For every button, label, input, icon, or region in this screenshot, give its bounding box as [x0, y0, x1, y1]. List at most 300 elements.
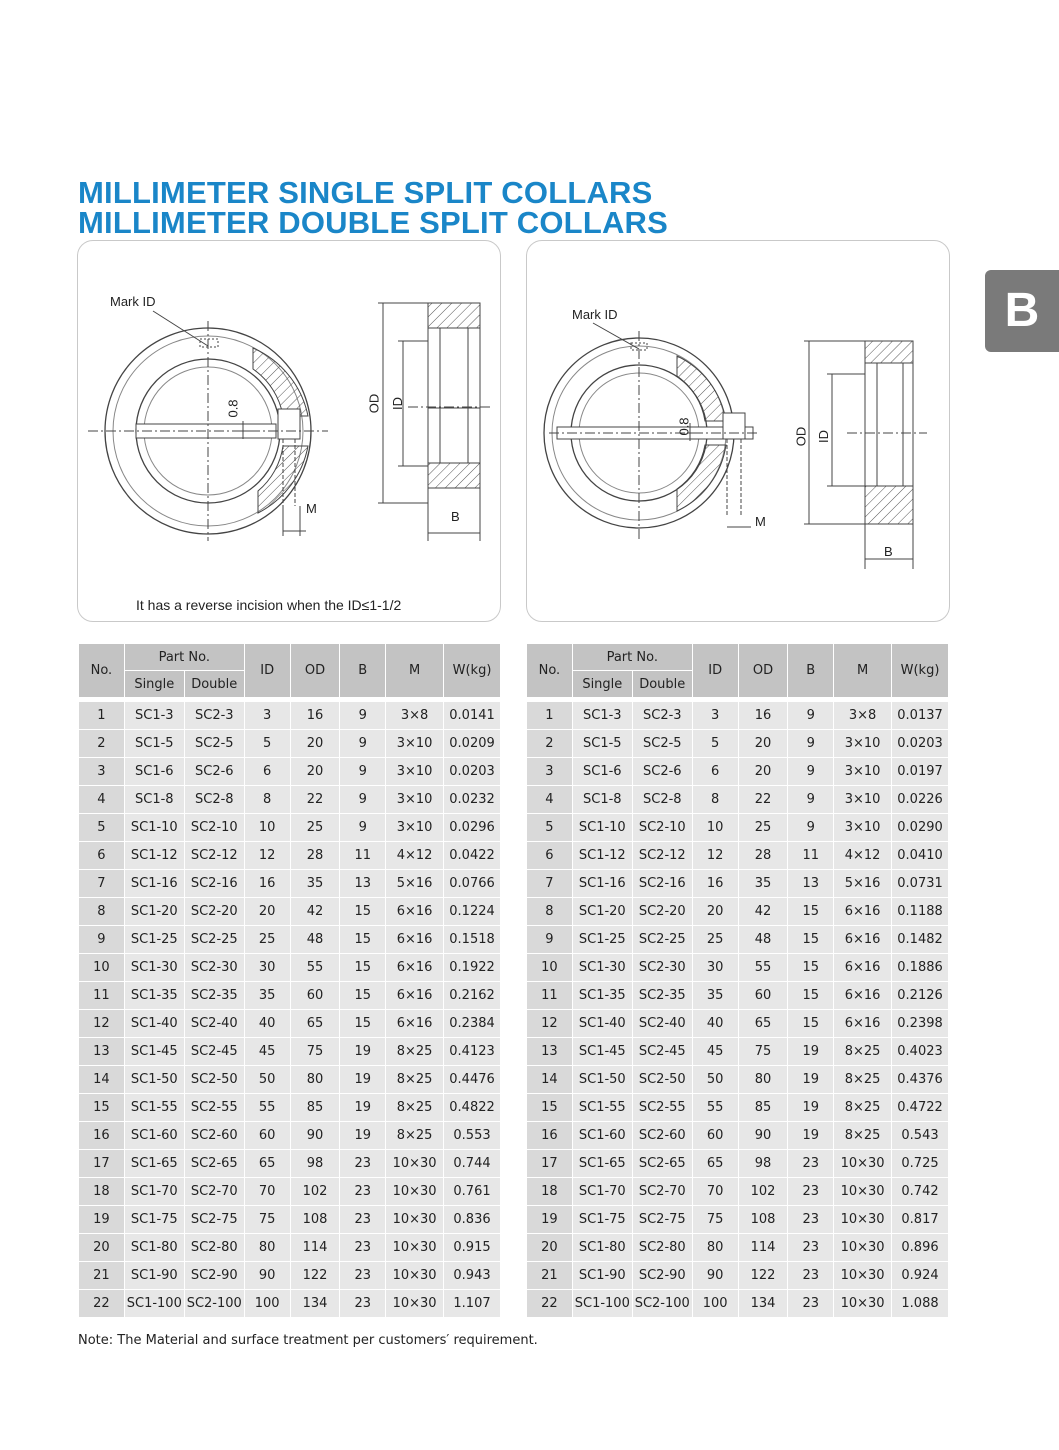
cell-single: SC1-6 — [572, 758, 632, 786]
cell-od: 85 — [738, 1094, 788, 1122]
cell-m: 10×30 — [834, 1150, 892, 1178]
table-row — [79, 898, 501, 926]
cell-m: 10×30 — [386, 1290, 444, 1318]
cell-od: 16 — [738, 702, 788, 730]
cell-id: 3 — [244, 702, 290, 730]
table-row — [79, 1234, 501, 1262]
table-row — [527, 1010, 949, 1038]
cell-od: 90 — [738, 1122, 788, 1150]
table-row — [79, 1122, 501, 1150]
cell-od: 114 — [738, 1234, 788, 1262]
table-row — [527, 954, 949, 982]
cell-od: 42 — [738, 898, 788, 926]
cell-no: 12 — [79, 1010, 125, 1038]
cell-id: 12 — [692, 842, 738, 870]
cell-od: 60 — [290, 982, 340, 1010]
cell-double: SC2-70 — [632, 1178, 692, 1206]
table-row — [79, 1262, 501, 1290]
cell-double: SC2-60 — [632, 1122, 692, 1150]
cell-weight: 0.742 — [892, 1178, 949, 1206]
cell-m: 10×30 — [386, 1178, 444, 1206]
cell-m: 6×16 — [386, 1010, 444, 1038]
cell-single: SC1-55 — [124, 1094, 184, 1122]
cell-double: SC2-75 — [184, 1206, 244, 1234]
cell-id: 90 — [692, 1262, 738, 1290]
cell-id: 6 — [692, 758, 738, 786]
dim-id-label: ID — [390, 397, 405, 410]
cell-b: 23 — [340, 1262, 386, 1290]
section-tab-b[interactable]: B — [985, 270, 1059, 352]
cell-double: SC2-35 — [184, 982, 244, 1010]
single-collar-diagram-panel — [77, 240, 501, 622]
cell-weight: 0.0290 — [892, 814, 949, 842]
cell-b: 19 — [788, 1038, 834, 1066]
cell-double: SC2-8 — [632, 786, 692, 814]
dim-od-label: OD — [366, 393, 382, 414]
cell-double: SC2-3 — [632, 702, 692, 730]
table-row — [79, 954, 501, 982]
cell-single: SC1-60 — [124, 1122, 184, 1150]
cell-single: SC1-16 — [124, 870, 184, 898]
cell-b: 23 — [788, 1262, 834, 1290]
mark-id-label: Mark ID — [572, 307, 618, 322]
double-collar-drawing — [527, 241, 951, 623]
cell-double: SC2-3 — [184, 702, 244, 730]
cell-single: SC1-50 — [124, 1066, 184, 1094]
cell-double: SC2-10 — [632, 814, 692, 842]
cell-double: SC2-16 — [184, 870, 244, 898]
cell-id: 5 — [244, 730, 290, 758]
table-row — [527, 786, 949, 814]
cell-no: 15 — [527, 1094, 573, 1122]
cell-no: 13 — [79, 1038, 125, 1066]
table-row — [79, 702, 501, 730]
cell-od: 122 — [290, 1262, 340, 1290]
cell-no: 17 — [527, 1150, 573, 1178]
cell-od: 28 — [738, 842, 788, 870]
cell-b: 23 — [788, 1206, 834, 1234]
cell-no: 8 — [527, 898, 573, 926]
table-row — [527, 926, 949, 954]
cell-id: 25 — [692, 926, 738, 954]
cell-no: 7 — [79, 870, 125, 898]
cell-id: 16 — [244, 870, 290, 898]
cell-double: SC2-80 — [184, 1234, 244, 1262]
reverse-incision-caption: It has a reverse incision when the ID≤1-1/2 — [136, 597, 402, 613]
cell-m: 3×10 — [834, 814, 892, 842]
cell-id: 80 — [692, 1234, 738, 1262]
cell-id: 10 — [692, 814, 738, 842]
cell-m: 3×8 — [386, 702, 444, 730]
cell-od: 98 — [290, 1150, 340, 1178]
cell-id: 45 — [692, 1038, 738, 1066]
cell-single: SC1-45 — [572, 1038, 632, 1066]
cell-double: SC2-16 — [632, 870, 692, 898]
cell-id: 10 — [244, 814, 290, 842]
cell-weight: 0.1922 — [444, 954, 501, 982]
cell-id: 35 — [244, 982, 290, 1010]
table-row — [79, 982, 501, 1010]
table-row — [79, 1290, 501, 1318]
cell-id: 16 — [692, 870, 738, 898]
cell-od: 102 — [290, 1178, 340, 1206]
cell-b: 15 — [788, 982, 834, 1010]
cell-m: 10×30 — [386, 1262, 444, 1290]
col-header-od: OD — [290, 644, 340, 698]
double-collar-diagram-panel — [526, 240, 950, 622]
cell-double: SC2-55 — [184, 1094, 244, 1122]
cell-single: SC1-50 — [572, 1066, 632, 1094]
cell-id: 8 — [244, 786, 290, 814]
cell-no: 11 — [79, 982, 125, 1010]
cell-single: SC1-5 — [124, 730, 184, 758]
cell-id: 30 — [244, 954, 290, 982]
cell-single: SC1-25 — [572, 926, 632, 954]
cell-b: 15 — [788, 1010, 834, 1038]
cell-m: 10×30 — [834, 1290, 892, 1318]
cell-id: 20 — [692, 898, 738, 926]
table-row — [79, 1066, 501, 1094]
table-row — [527, 1066, 949, 1094]
cell-od: 48 — [738, 926, 788, 954]
cell-m: 10×30 — [834, 1234, 892, 1262]
cell-no: 20 — [79, 1234, 125, 1262]
cell-b: 13 — [340, 870, 386, 898]
cell-weight: 0.0232 — [444, 786, 501, 814]
cell-m: 8×25 — [386, 1038, 444, 1066]
cell-b: 9 — [788, 730, 834, 758]
cell-no: 16 — [527, 1122, 573, 1150]
col-header-m: M — [834, 644, 892, 698]
cell-weight: 0.0766 — [444, 870, 501, 898]
cell-no: 22 — [527, 1290, 573, 1318]
cell-m: 3×10 — [386, 814, 444, 842]
cell-od: 20 — [738, 758, 788, 786]
cell-b: 15 — [340, 1010, 386, 1038]
cell-m: 3×10 — [834, 758, 892, 786]
cell-m: 10×30 — [834, 1262, 892, 1290]
cell-weight: 0.0410 — [892, 842, 949, 870]
cell-m: 6×16 — [386, 898, 444, 926]
cell-od: 35 — [738, 870, 788, 898]
table-row — [527, 1290, 949, 1318]
cell-double: SC2-55 — [632, 1094, 692, 1122]
cell-no: 7 — [527, 870, 573, 898]
cell-double: SC2-25 — [184, 926, 244, 954]
cell-weight: 0.1224 — [444, 898, 501, 926]
cell-weight: 0.0296 — [444, 814, 501, 842]
cell-od: 98 — [738, 1150, 788, 1178]
table-row — [527, 1234, 949, 1262]
cell-b: 19 — [340, 1066, 386, 1094]
cell-single: SC1-20 — [572, 898, 632, 926]
cell-b: 19 — [788, 1066, 834, 1094]
cell-no: 18 — [527, 1178, 573, 1206]
cell-double: SC2-10 — [184, 814, 244, 842]
cell-id: 70 — [692, 1178, 738, 1206]
cell-b: 23 — [340, 1206, 386, 1234]
cell-no: 2 — [527, 730, 573, 758]
col-header-id: ID — [244, 644, 290, 698]
dim-m-label: M — [755, 514, 766, 529]
cell-id: 75 — [244, 1206, 290, 1234]
cell-id: 6 — [244, 758, 290, 786]
cell-weight: 0.553 — [444, 1122, 501, 1150]
cell-double: SC2-70 — [184, 1178, 244, 1206]
col-header-single: Single — [572, 671, 632, 698]
cell-od: 22 — [738, 786, 788, 814]
cell-od: 102 — [738, 1178, 788, 1206]
table-row — [79, 1178, 501, 1206]
cell-no: 5 — [79, 814, 125, 842]
cell-single: SC1-35 — [124, 982, 184, 1010]
cell-single: SC1-55 — [572, 1094, 632, 1122]
cell-double: SC2-8 — [184, 786, 244, 814]
cell-double: SC2-25 — [632, 926, 692, 954]
cell-id: 5 — [692, 730, 738, 758]
dim-b-label: B — [451, 509, 460, 524]
table-row — [527, 758, 949, 786]
cell-od: 80 — [738, 1066, 788, 1094]
cell-id: 100 — [244, 1290, 290, 1318]
cell-b: 23 — [340, 1178, 386, 1206]
cell-no: 1 — [79, 702, 125, 730]
cell-m: 5×16 — [834, 870, 892, 898]
cell-double: SC2-6 — [632, 758, 692, 786]
cell-m: 8×25 — [834, 1066, 892, 1094]
page-title-single: MILLIMETER SINGLE SPLIT COLLARS — [78, 175, 653, 210]
cell-od: 60 — [738, 982, 788, 1010]
cell-no: 4 — [527, 786, 573, 814]
cell-weight: 0.915 — [444, 1234, 501, 1262]
col-header-weight: W(kg) — [892, 644, 949, 698]
cell-weight: 0.0141 — [444, 702, 501, 730]
table-row — [79, 1150, 501, 1178]
cell-no: 22 — [79, 1290, 125, 1318]
cell-id: 12 — [244, 842, 290, 870]
dim-m-label: M — [306, 501, 317, 516]
col-header-double: Double — [184, 671, 244, 698]
cell-od: 85 — [290, 1094, 340, 1122]
cell-no: 4 — [79, 786, 125, 814]
cell-weight: 0.4722 — [892, 1094, 949, 1122]
cell-m: 8×25 — [386, 1066, 444, 1094]
cell-no: 10 — [527, 954, 573, 982]
cell-single: SC1-75 — [572, 1206, 632, 1234]
cell-m: 6×16 — [386, 954, 444, 982]
cell-m: 10×30 — [834, 1206, 892, 1234]
cell-od: 108 — [738, 1206, 788, 1234]
cell-id: 35 — [692, 982, 738, 1010]
cell-weight: 0.2126 — [892, 982, 949, 1010]
table-row — [527, 730, 949, 758]
cell-no: 12 — [527, 1010, 573, 1038]
cell-double: SC2-45 — [184, 1038, 244, 1066]
cell-double: SC2-30 — [632, 954, 692, 982]
cell-b: 9 — [340, 702, 386, 730]
cell-double: SC2-90 — [632, 1262, 692, 1290]
cell-single: SC1-6 — [124, 758, 184, 786]
cell-weight: 0.2384 — [444, 1010, 501, 1038]
cell-od: 65 — [738, 1010, 788, 1038]
table-row — [527, 898, 949, 926]
cell-no: 6 — [79, 842, 125, 870]
cell-od: 55 — [738, 954, 788, 982]
cell-b: 23 — [788, 1150, 834, 1178]
table-row — [527, 1178, 949, 1206]
cell-single: SC1-80 — [572, 1234, 632, 1262]
cell-weight: 1.088 — [892, 1290, 949, 1318]
cell-double: SC2-5 — [184, 730, 244, 758]
cell-b: 19 — [788, 1122, 834, 1150]
cell-id: 8 — [692, 786, 738, 814]
col-header-single: Single — [124, 671, 184, 698]
cell-double: SC2-12 — [184, 842, 244, 870]
cell-b: 15 — [788, 926, 834, 954]
cell-id: 65 — [692, 1150, 738, 1178]
table-row — [79, 1038, 501, 1066]
cell-no: 6 — [527, 842, 573, 870]
cell-b: 15 — [340, 954, 386, 982]
cell-double: SC2-35 — [632, 982, 692, 1010]
cell-single: SC1-80 — [124, 1234, 184, 1262]
table-row — [79, 842, 501, 870]
col-header-id: ID — [692, 644, 738, 698]
cell-double: SC2-40 — [632, 1010, 692, 1038]
cell-weight: 0.0197 — [892, 758, 949, 786]
table-row — [79, 758, 501, 786]
cell-weight: 0.4476 — [444, 1066, 501, 1094]
table-row — [527, 1150, 949, 1178]
cell-single: SC1-12 — [572, 842, 632, 870]
table-row — [527, 870, 949, 898]
cell-b: 9 — [788, 758, 834, 786]
cell-m: 4×12 — [834, 842, 892, 870]
cell-weight: 0.0137 — [892, 702, 949, 730]
cell-single: SC1-10 — [124, 814, 184, 842]
cell-m: 3×8 — [834, 702, 892, 730]
cell-m: 10×30 — [386, 1234, 444, 1262]
dim-id-label: ID — [816, 430, 831, 443]
single-collar-spec-table — [78, 643, 501, 1318]
cell-m: 6×16 — [834, 982, 892, 1010]
cell-weight: 0.0209 — [444, 730, 501, 758]
table-row — [527, 1122, 949, 1150]
cell-single: SC1-100 — [572, 1290, 632, 1318]
cell-b: 11 — [340, 842, 386, 870]
cell-no: 5 — [527, 814, 573, 842]
cell-single: SC1-70 — [572, 1178, 632, 1206]
cell-od: 55 — [290, 954, 340, 982]
cell-od: 25 — [738, 814, 788, 842]
col-header-od: OD — [738, 644, 788, 698]
cell-single: SC1-8 — [124, 786, 184, 814]
cell-b: 15 — [340, 926, 386, 954]
cell-id: 60 — [692, 1122, 738, 1150]
material-note: Note: The Material and surface treatment per customers′ requirement. — [78, 1333, 538, 1348]
cell-double: SC2-30 — [184, 954, 244, 982]
double-collar-spec-table — [526, 643, 949, 1318]
cell-od: 25 — [290, 814, 340, 842]
cell-no: 3 — [527, 758, 573, 786]
cell-weight: 1.107 — [444, 1290, 501, 1318]
col-header-b: B — [788, 644, 834, 698]
cell-b: 11 — [788, 842, 834, 870]
page-title-double: MILLIMETER DOUBLE SPLIT COLLARS — [78, 205, 669, 240]
table-row — [79, 1206, 501, 1234]
dim-08-label: 0.8 — [676, 417, 692, 436]
cell-weight: 0.543 — [892, 1122, 949, 1150]
cell-no: 11 — [527, 982, 573, 1010]
cell-od: 35 — [290, 870, 340, 898]
cell-no: 19 — [527, 1206, 573, 1234]
table-row — [527, 1262, 949, 1290]
cell-weight: 0.1188 — [892, 898, 949, 926]
col-header-weight: W(kg) — [444, 644, 501, 698]
cell-b: 23 — [340, 1290, 386, 1318]
dim-b-label: B — [884, 544, 893, 559]
cell-m: 6×16 — [386, 982, 444, 1010]
cell-double: SC2-90 — [184, 1262, 244, 1290]
cell-m: 3×10 — [386, 730, 444, 758]
cell-od: 114 — [290, 1234, 340, 1262]
cell-id: 40 — [692, 1010, 738, 1038]
cell-weight: 0.0731 — [892, 870, 949, 898]
cell-od: 75 — [290, 1038, 340, 1066]
cell-single: SC1-60 — [572, 1122, 632, 1150]
col-header-no: No. — [527, 644, 573, 698]
cell-weight: 0.4023 — [892, 1038, 949, 1066]
cell-double: SC2-12 — [632, 842, 692, 870]
cell-single: SC1-8 — [572, 786, 632, 814]
dim-08-label: 0.8 — [225, 399, 241, 418]
cell-id: 100 — [692, 1290, 738, 1318]
table-row — [527, 1094, 949, 1122]
cell-b: 9 — [340, 758, 386, 786]
cell-double: SC2-50 — [184, 1066, 244, 1094]
col-header-part-no: Part No. — [572, 644, 692, 671]
cell-b: 19 — [340, 1038, 386, 1066]
cell-no: 17 — [79, 1150, 125, 1178]
cell-b: 23 — [788, 1290, 834, 1318]
cell-b: 15 — [340, 898, 386, 926]
cell-double: SC2-100 — [184, 1290, 244, 1318]
cell-id: 80 — [244, 1234, 290, 1262]
cell-single: SC1-16 — [572, 870, 632, 898]
cell-weight: 0.836 — [444, 1206, 501, 1234]
cell-b: 19 — [340, 1094, 386, 1122]
cell-od: 134 — [290, 1290, 340, 1318]
cell-id: 55 — [244, 1094, 290, 1122]
cell-b: 9 — [340, 730, 386, 758]
cell-b: 23 — [340, 1150, 386, 1178]
cell-b: 15 — [788, 898, 834, 926]
col-header-b: B — [340, 644, 386, 698]
cell-no: 10 — [79, 954, 125, 982]
cell-weight: 0.0422 — [444, 842, 501, 870]
cell-m: 6×16 — [834, 1010, 892, 1038]
cell-single: SC1-40 — [572, 1010, 632, 1038]
cell-id: 55 — [692, 1094, 738, 1122]
cell-od: 122 — [738, 1262, 788, 1290]
cell-b: 23 — [340, 1234, 386, 1262]
cell-weight: 0.2162 — [444, 982, 501, 1010]
table-row — [527, 982, 949, 1010]
cell-m: 8×25 — [834, 1038, 892, 1066]
table-row — [79, 786, 501, 814]
cell-b: 9 — [340, 814, 386, 842]
cell-single: SC1-90 — [124, 1262, 184, 1290]
